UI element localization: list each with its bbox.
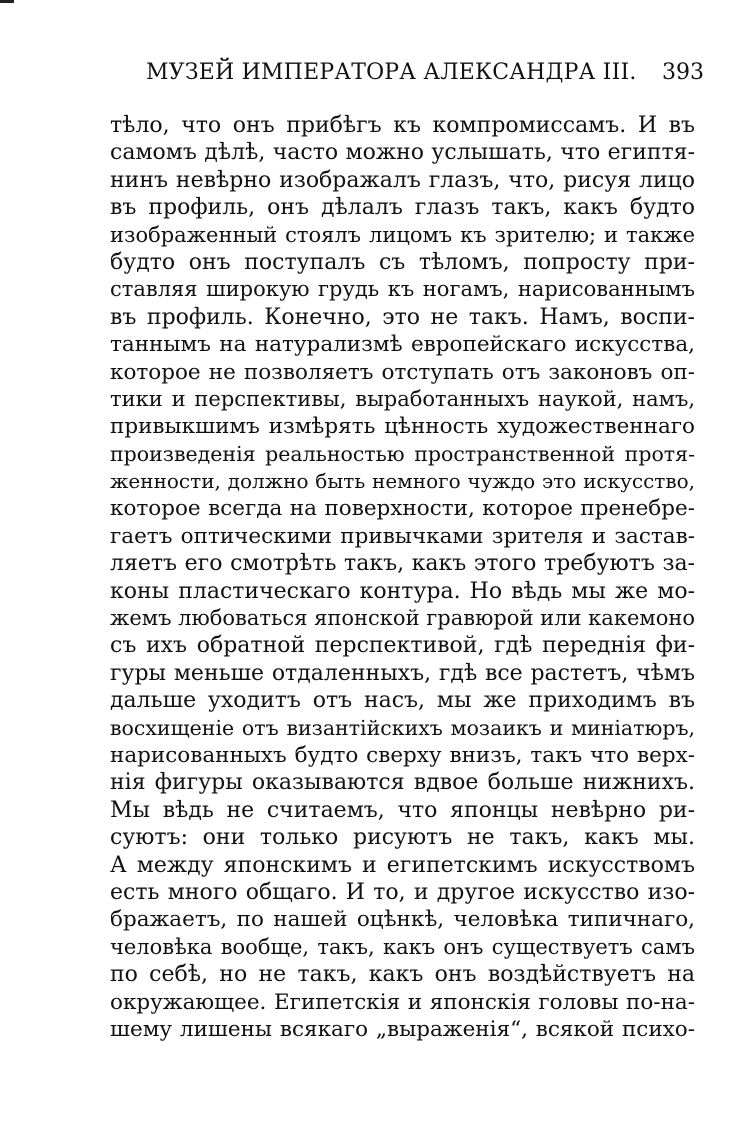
text-line: нія фигуры оказываются вдвое больше нижнихъ. (110, 770, 695, 796)
text-line: нинъ невѣрно изображалъ глазъ, что, рисуя лицо (110, 167, 695, 193)
text-line: тѣло, что онъ прибѣгъ къ компромиссамъ. И въ (110, 113, 695, 138)
text-line: привыкшимъ измѣрять цѣнность художественнаго (110, 414, 695, 440)
text-line: человѣка вообще, такъ, какъ онъ существуетъ самъ (110, 934, 695, 959)
text-line: нарисованныхъ будто сверху внизъ, такъ что верх- (110, 742, 695, 768)
text-line: суютъ: они только рисуютъ не такъ, какъ мы. (110, 825, 695, 851)
text-line: окружающее. Египетскія и японскія головы по-на- (110, 989, 695, 1015)
text-line: самомъ дѣлѣ, часто можно услышать, что египтя- (110, 140, 695, 166)
text-line: изображенный стоялъ лицомъ къ зрителю; и также (110, 222, 695, 247)
text-line: тики и перспективы, выработанныхъ наукой, намъ, (110, 386, 695, 411)
text-line: восхищеніе отъ византійскихъ мозаикъ и миніатюръ, (110, 715, 695, 740)
text-line: гаетъ оптическими привычками зрителя и застав- (110, 523, 695, 549)
text-line: бражаетъ, по нашей оцѣнкѣ, человѣка типичнаго, (110, 907, 695, 933)
page-header (110, 60, 704, 92)
text-line: А между японскимъ и египетскимъ искусствомъ (110, 852, 695, 878)
text-line: которое не позволяетъ отступать отъ законовъ оп- (110, 359, 695, 385)
text-line: гуры меньше отдаленныхъ, гдѣ все растетъ, чѣмъ (110, 660, 695, 686)
text-line: будто онъ поступалъ съ тѣломъ, попросту при- (110, 249, 695, 275)
text-line: таннымъ на натурализмѣ европейскаго искусства, (110, 332, 695, 358)
text-line: по себѣ, но не такъ, какъ онъ воздѣйствуетъ на (110, 962, 695, 988)
running-title: МУЗЕЙ ИМПЕРАТОРА АЛЕКСАНДРА III. (146, 60, 637, 85)
text-line: дальше уходитъ отъ насъ, мы же приходимъ въ (110, 688, 695, 714)
text-line: въ профиль, онъ дѣлалъ глазъ такъ, какъ будто (110, 195, 695, 221)
text-line: которое всегда на поверхности, которое пренебре- (110, 496, 695, 522)
text-line: ляетъ его смотрѣть такъ, какъ этого требуютъ за- (110, 551, 695, 577)
text-line: жемъ любоваться японской гравюрой или какемоно (110, 606, 695, 631)
text-line: съ ихъ обратной перспективой, гдѣ переднія фи- (110, 633, 695, 659)
text-line: шему лишены всякаго „выраженія“, всякой психо- (110, 1016, 695, 1042)
text-line: женности, должно быть немного чуждо это искусство, (110, 469, 695, 494)
text-line: Мы вѣдь не считаемъ, что японцы невѣрно ри- (110, 797, 695, 823)
text-line: ставляя широкую грудь къ ногамъ, нарисованнымъ (110, 277, 695, 302)
text-line: въ профиль. Конечно, это не такъ. Намъ, воспи- (110, 304, 695, 330)
body-text (110, 112, 695, 1043)
text-line: есть много общаго. И то, и другое искусство изо- (110, 879, 695, 905)
text-line: коны пластическаго контура. Но вѣдь мы же мо- (110, 578, 695, 604)
page-number: 393 (662, 60, 704, 85)
text-line: произведенія реальностью пространственной протя- (110, 441, 695, 466)
corner-scan-mark (0, 0, 14, 3)
